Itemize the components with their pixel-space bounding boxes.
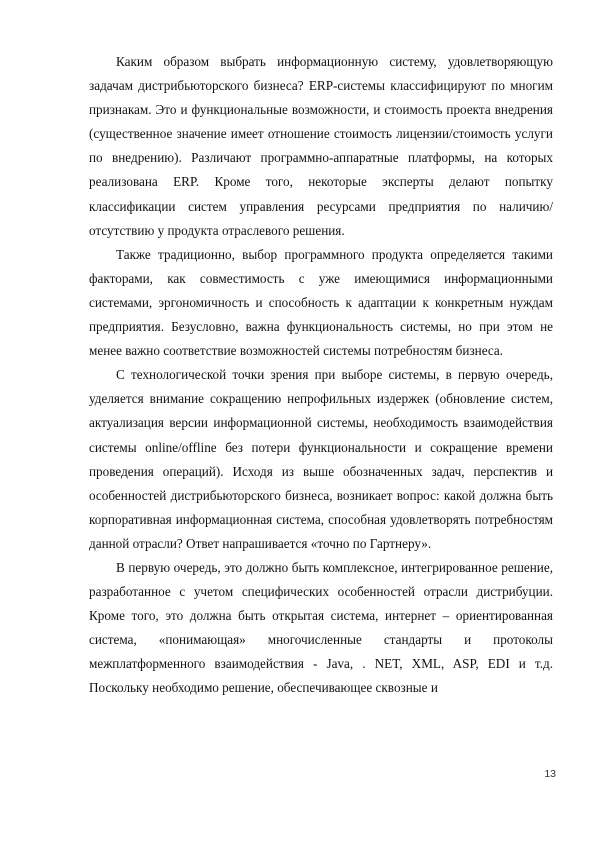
paragraph-2: Также традиционно, выбор программного продукта определяется такими факторами, как совместимость с уже имеющимися информационными системами, эргономичность и способность к адаптации к конкретным нуждам предприятия. Безусловно, важна функциональность системы, но при этом не менее важно соответствие возможностей системы потребностям бизнеса. bbox=[89, 246, 553, 359]
paragraph-4: В первую очередь, это должно быть комплексное, интегрированное решение, разработанное с учетом специфических особенностей отрасли дистрибуции. Кроме того, это должна быть открытая система, интернет – ориентированная система, «понимающая» многочисленные стандарты и протоколы межплатформенного взаимодействия - Java, . NET, XML, ASP, EDI и т.д. Поскольку необходимо решение, обеспечивающее сквозные и bbox=[89, 559, 553, 696]
paragraph-3: С технологической точки зрения при выборе системы, в первую очередь, уделяется внимание сокращению непрофильных издержек (обновление систем, актуализация версии информационной системы, необходимость взаимодействия системы online/offline без потери функциональности и сокращение времени проведения операций). Исходя из выше обозначенных задач, перспектив и особенностей дистрибьюторского бизнеса, возникает вопрос: какой должна быть корпоративная информационная система, способная удовлетворять потребностям данной отрасли? Ответ напрашивается «точно по Гартнеру». bbox=[89, 367, 553, 551]
paragraph-1: Каким образом выбрать информационную систему, удовлетворяющую задачам дистрибьюторского бизнеса? ERP-системы классифицируют по многим признакам. Это и функциональные возможности, и стоимость проекта внедрения (существенное значение имеет отношение стоимость лицензии/стоимость услуги по внедрению). Различают программно-аппаратные платформы, на которых реализована ERP. Кроме того, некоторые эксперты делают попытку классификации систем управления ресурсами предприятия по наличию/отсутствию у продукта отраслевого решения. bbox=[89, 54, 553, 238]
document-body bbox=[89, 50, 553, 701]
page-number: 13 bbox=[544, 768, 556, 780]
